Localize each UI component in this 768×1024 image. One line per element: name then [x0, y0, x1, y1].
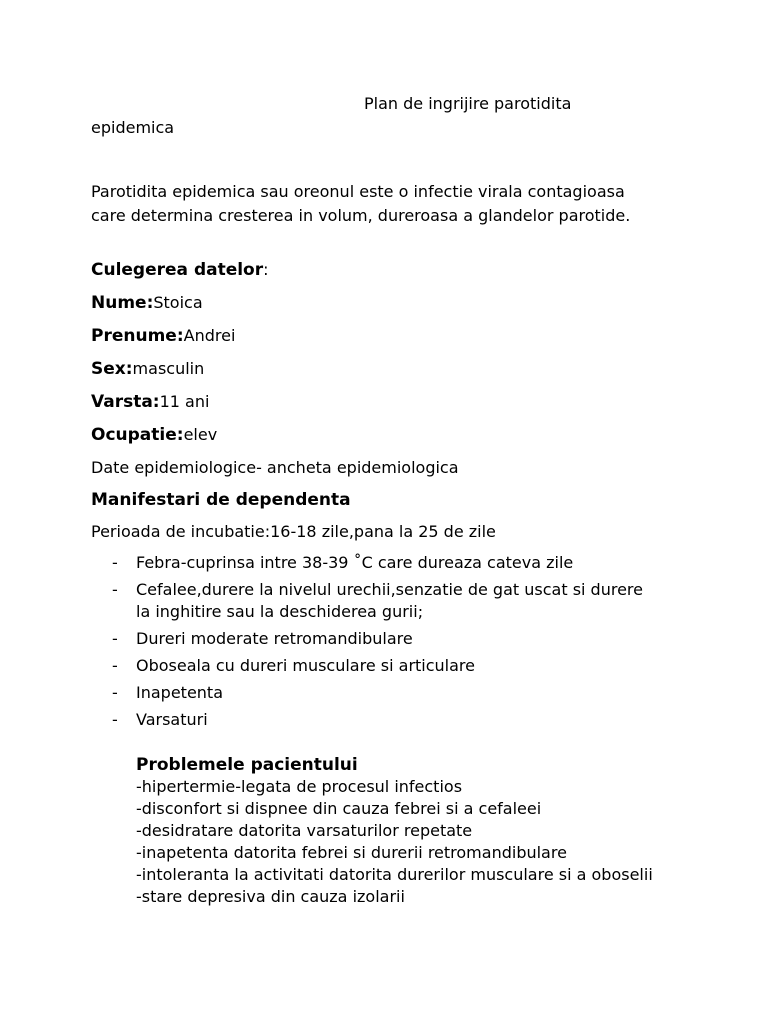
dependency-list [112, 552, 652, 736]
list-item-text: Dureri moderate retromandibulare [136, 629, 413, 648]
data-collection-heading-suffix: : [263, 260, 269, 279]
list-item-text: Inapetenta [136, 683, 223, 702]
bullet-dash: - [112, 580, 118, 599]
field-prenume [91, 326, 235, 346]
list-item-text: Varsaturi [136, 710, 208, 729]
list-item-text: Oboseala cu dureri musculare si articulare [136, 656, 475, 675]
list-item-text: Febra-cuprinsa intre 38-39 ˚C care dureaza cateva zile [136, 553, 574, 572]
list-item [112, 709, 652, 731]
problem-item: -disconfort si dispnee din cauza febrei si a cefaleei [136, 799, 542, 818]
problems-heading: Problemele pacientului [136, 755, 358, 775]
incubation-period: Perioada de incubatie:16-18 zile,pana la 25 de zile [91, 522, 496, 541]
list-item [112, 682, 652, 704]
data-collection-heading-line [91, 260, 269, 280]
patient-problems [136, 754, 656, 908]
bullet-dash: - [112, 683, 118, 702]
problem-item: -inapetenta datorita febrei si durerii retromandibulare [136, 843, 567, 862]
list-item [112, 655, 652, 677]
field-value: Stoica [153, 293, 203, 312]
problem-item: -desidratare datorita varsaturilor repetate [136, 821, 473, 840]
problem-item: -stare depresiva din cauza izolarii [136, 887, 405, 906]
title-line-1: Plan de ingrijire parotidita [364, 94, 572, 113]
field-ocupatie [91, 425, 217, 445]
problem-item: -hipertermie-legata de procesul infectios [136, 777, 463, 796]
list-item [112, 552, 652, 574]
epidemiological-data: Date epidemiologice- ancheta epidemiologica [91, 458, 459, 477]
title-line-2: epidemica [91, 118, 175, 137]
field-label: Varsta: [91, 392, 160, 412]
field-label: Nume: [91, 293, 154, 313]
intro-paragraph: Parotidita epidemica sau oreonul este o infectie virala contagioasa care determina cresterea in volum, dureroasa a glandelor parotide. [91, 182, 631, 225]
field-varsta [91, 392, 209, 412]
bullet-dash: - [112, 656, 118, 675]
bullet-dash: - [112, 629, 118, 648]
list-item [112, 579, 652, 623]
dependency-heading: Manifestari de dependenta [91, 490, 351, 510]
field-value: Andrei [183, 326, 236, 345]
data-collection-heading: Culegerea datelor [91, 260, 264, 280]
field-sex [91, 359, 204, 379]
field-label: Sex: [91, 359, 133, 379]
problem-item: -intoleranta la activitati datorita durerilor musculare si a oboselii [136, 865, 653, 884]
field-value: masculin [132, 359, 205, 378]
field-nume [91, 293, 203, 313]
field-label: Ocupatie: [91, 425, 184, 445]
field-value: elev [183, 425, 218, 444]
bullet-dash: - [112, 710, 118, 729]
field-label: Prenume: [91, 326, 184, 346]
list-item [112, 628, 652, 650]
bullet-dash: - [112, 553, 118, 572]
list-item-text: Cefalee,durere la nivelul urechii,senzatie de gat uscat si durere la inghitire sau la deschiderea gurii; [136, 580, 643, 621]
field-value: 11 ani [159, 392, 210, 411]
